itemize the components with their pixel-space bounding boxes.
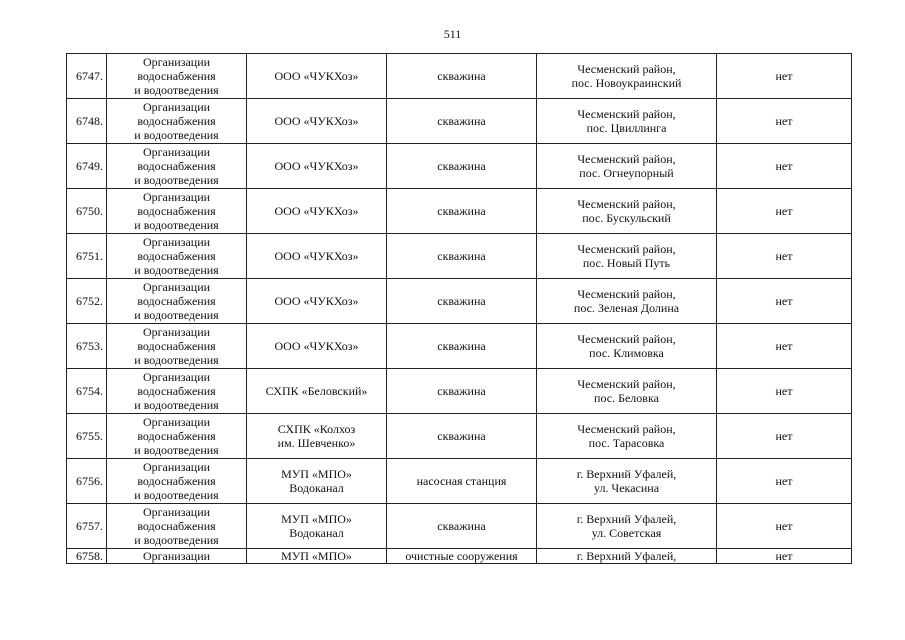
row-number-cell: 6747. <box>67 54 107 99</box>
address-cell <box>537 144 717 189</box>
company-cell-line: Водоканал <box>289 481 344 495</box>
table-row <box>67 324 852 369</box>
object-type-cell: скважина <box>387 504 537 549</box>
table-row <box>67 414 852 459</box>
company-cell-line: МУП «МПО» <box>281 467 352 481</box>
organization-type-cell-line: водоснабжения <box>137 519 216 533</box>
organization-type-cell-line: Организации <box>142 549 211 563</box>
address-cell-line: пос. Зеленая Долина <box>573 301 680 315</box>
address-cell-line: пос. Бускульский <box>582 211 671 225</box>
organization-type-cell-line: и водоотведения <box>134 83 219 97</box>
object-type-cell: скважина <box>387 279 537 324</box>
organization-type-cell-line: водоснабжения <box>137 429 216 443</box>
company-cell-line: МУП «МПО» <box>281 549 352 563</box>
table-row <box>67 369 852 414</box>
organization-type-cell-line: водоснабжения <box>137 249 216 263</box>
object-type-cell: скважина <box>387 234 537 279</box>
organization-type-cell-line: и водоотведения <box>134 443 219 457</box>
row-number-cell: 6754. <box>67 369 107 414</box>
company-cell <box>247 279 387 324</box>
address-cell <box>537 234 717 279</box>
address-cell-line: пос. Тарасовка <box>588 436 665 450</box>
organization-type-cell-line: Организации <box>142 190 211 204</box>
address-cell-line: Чесменский район, <box>577 197 676 211</box>
address-cell-line: Чесменский район, <box>577 377 676 391</box>
registry-table <box>66 53 852 564</box>
address-cell <box>537 459 717 504</box>
address-cell-line: Чесменский район, <box>577 152 676 166</box>
organization-type-cell-line: водоснабжения <box>137 69 216 83</box>
organization-type-cell <box>107 99 247 144</box>
company-cell-line: Водоканал <box>289 526 344 540</box>
company-cell <box>247 504 387 549</box>
company-cell <box>247 459 387 504</box>
company-cell-line: ООО «ЧУКХоз» <box>274 204 359 218</box>
company-cell <box>247 324 387 369</box>
company-cell-line: ООО «ЧУКХоз» <box>274 114 359 128</box>
address-cell <box>537 99 717 144</box>
status-cell: нет <box>717 414 852 459</box>
status-cell: нет <box>717 279 852 324</box>
address-cell-line: Чесменский район, <box>577 422 676 436</box>
status-cell: нет <box>717 324 852 369</box>
address-cell <box>537 324 717 369</box>
status-cell: нет <box>717 234 852 279</box>
table-row <box>67 99 852 144</box>
page-number: 511 <box>443 27 462 41</box>
address-cell-line: пос. Беловка <box>594 391 659 405</box>
organization-type-cell-line: и водоотведения <box>134 218 219 232</box>
organization-type-cell-line: и водоотведения <box>134 128 219 142</box>
organization-type-cell-line: и водоотведения <box>134 308 219 322</box>
address-cell-line: пос. Цвиллинга <box>586 121 667 135</box>
company-cell-line: ООО «ЧУКХоз» <box>274 69 359 83</box>
company-cell-line: ООО «ЧУКХоз» <box>274 294 359 308</box>
object-type-cell: скважина <box>387 414 537 459</box>
organization-type-cell-line: водоснабжения <box>137 339 216 353</box>
status-cell: нет <box>717 369 852 414</box>
address-cell-line: пос. Новоукраинский <box>571 76 682 90</box>
organization-type-cell-line: Организации <box>142 280 211 294</box>
organization-type-cell-line: Организации <box>142 145 211 159</box>
company-cell-line: ООО «ЧУКХоз» <box>274 159 359 173</box>
status-cell: нет <box>717 189 852 234</box>
organization-type-cell-line: водоснабжения <box>137 474 216 488</box>
row-number-cell: 6757. <box>67 504 107 549</box>
table-body <box>67 54 852 564</box>
address-cell-line: г. Верхний Уфалей, <box>576 467 677 481</box>
company-cell-line: СХПК «Беловский» <box>265 384 368 398</box>
status-cell: нет <box>717 504 852 549</box>
organization-type-cell-line: водоснабжения <box>137 294 216 308</box>
company-cell <box>247 144 387 189</box>
table-row <box>67 459 852 504</box>
organization-type-cell <box>107 189 247 234</box>
company-cell-line: им. Шевченко» <box>277 436 356 450</box>
address-cell-line: Чесменский район, <box>577 332 676 346</box>
row-number-cell: 6750. <box>67 189 107 234</box>
address-cell-line: пос. Климовка <box>589 346 664 360</box>
object-type-cell: очистные сооружения <box>387 549 537 564</box>
address-cell <box>537 369 717 414</box>
company-cell <box>247 189 387 234</box>
status-cell: нет <box>717 54 852 99</box>
row-number-cell: 6752. <box>67 279 107 324</box>
organization-type-cell-line: и водоотведения <box>134 398 219 412</box>
table-row <box>67 549 852 564</box>
organization-type-cell <box>107 504 247 549</box>
company-cell <box>247 234 387 279</box>
organization-type-cell-line: водоснабжения <box>137 114 216 128</box>
address-cell-line: г. Верхний Уфалей, <box>576 549 677 563</box>
company-cell <box>247 369 387 414</box>
address-cell-line: Чесменский район, <box>577 107 676 121</box>
table-row <box>67 54 852 99</box>
organization-type-cell-line: Организации <box>142 100 211 114</box>
organization-type-cell <box>107 414 247 459</box>
organization-type-cell-line: Организации <box>142 415 211 429</box>
row-number-cell: 6755. <box>67 414 107 459</box>
organization-type-cell-line: Организации <box>142 505 211 519</box>
company-cell-line: ООО «ЧУКХоз» <box>274 339 359 353</box>
row-number-cell: 6748. <box>67 99 107 144</box>
row-number-cell: 6751. <box>67 234 107 279</box>
organization-type-cell-line: Организации <box>142 235 211 249</box>
organization-type-cell-line: и водоотведения <box>134 173 219 187</box>
row-number-cell: 6758. <box>67 549 107 564</box>
organization-type-cell-line: Организации <box>142 325 211 339</box>
organization-type-cell-line: и водоотведения <box>134 353 219 367</box>
status-cell: нет <box>717 99 852 144</box>
row-number-cell: 6756. <box>67 459 107 504</box>
table-row <box>67 234 852 279</box>
address-cell-line: Чесменский район, <box>577 287 676 301</box>
company-cell-line: МУП «МПО» <box>281 512 352 526</box>
address-cell-line: ул. Советская <box>591 526 662 540</box>
organization-type-cell-line: Организации <box>142 370 211 384</box>
object-type-cell: скважина <box>387 189 537 234</box>
address-cell <box>537 549 717 564</box>
organization-type-cell <box>107 234 247 279</box>
address-cell-line: Чесменский район, <box>577 62 676 76</box>
organization-type-cell <box>107 369 247 414</box>
address-cell-line: пос. Огнеупорный <box>579 166 674 180</box>
organization-type-cell-line: водоснабжения <box>137 159 216 173</box>
table-row <box>67 189 852 234</box>
row-number-cell: 6753. <box>67 324 107 369</box>
organization-type-cell <box>107 324 247 369</box>
company-cell <box>247 99 387 144</box>
status-cell: нет <box>717 144 852 189</box>
address-cell <box>537 189 717 234</box>
organization-type-cell-line: и водоотведения <box>134 263 219 277</box>
organization-type-cell <box>107 279 247 324</box>
address-cell <box>537 414 717 459</box>
organization-type-cell <box>107 144 247 189</box>
row-number-cell: 6749. <box>67 144 107 189</box>
organization-type-cell-line: Организации <box>142 55 211 69</box>
status-cell: нет <box>717 459 852 504</box>
company-cell <box>247 54 387 99</box>
company-cell <box>247 414 387 459</box>
table-row <box>67 144 852 189</box>
company-cell <box>247 549 387 564</box>
object-type-cell: скважина <box>387 369 537 414</box>
organization-type-cell <box>107 54 247 99</box>
object-type-cell: насосная станция <box>387 459 537 504</box>
organization-type-cell-line: водоснабжения <box>137 384 216 398</box>
object-type-cell: скважина <box>387 99 537 144</box>
status-cell: нет <box>717 549 852 564</box>
object-type-cell: скважина <box>387 324 537 369</box>
address-cell-line: ул. Чекасина <box>593 481 660 495</box>
table-row <box>67 504 852 549</box>
organization-type-cell <box>107 549 247 564</box>
company-cell-line: СХПК «Колхоз <box>277 422 356 436</box>
organization-type-cell-line: водоснабжения <box>137 204 216 218</box>
organization-type-cell-line: Организации <box>142 460 211 474</box>
object-type-cell: скважина <box>387 54 537 99</box>
table-row <box>67 279 852 324</box>
address-cell-line: пос. Новый Путь <box>582 256 671 270</box>
address-cell <box>537 504 717 549</box>
organization-type-cell <box>107 459 247 504</box>
address-cell-line: Чесменский район, <box>577 242 676 256</box>
object-type-cell: скважина <box>387 144 537 189</box>
address-cell <box>537 54 717 99</box>
address-cell-line: г. Верхний Уфалей, <box>576 512 677 526</box>
organization-type-cell-line: и водоотведения <box>134 533 219 547</box>
address-cell <box>537 279 717 324</box>
organization-type-cell-line: и водоотведения <box>134 488 219 502</box>
company-cell-line: ООО «ЧУКХоз» <box>274 249 359 263</box>
